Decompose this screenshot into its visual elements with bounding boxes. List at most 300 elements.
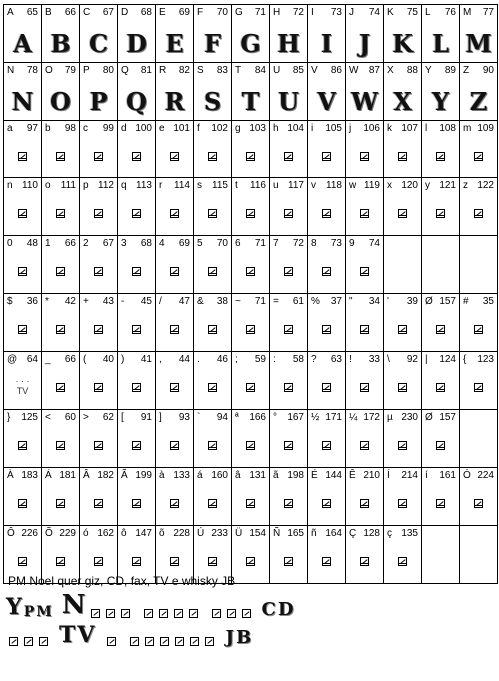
cell-code: 46 xyxy=(216,354,228,365)
cell-character: " xyxy=(349,296,353,307)
glyph-cell xyxy=(80,352,118,410)
sample-glyph: N xyxy=(61,590,86,620)
missing-glyph-icon xyxy=(132,152,141,161)
cell-code: 118 xyxy=(326,180,342,191)
grid-row xyxy=(4,5,498,63)
cell-code: 121 xyxy=(439,180,456,191)
decorative-glyph: L xyxy=(432,29,449,58)
cell-code: 58 xyxy=(292,354,304,365)
missing-glyph-icon xyxy=(474,499,483,508)
glyph-cell xyxy=(80,63,118,121)
decorative-glyph: Y xyxy=(431,87,450,116)
missing-glyph-icon xyxy=(159,609,168,618)
cell-character: K xyxy=(387,7,394,18)
cell-character: 9 xyxy=(349,238,355,249)
decorative-glyph: B xyxy=(50,29,71,58)
cell-code: 160 xyxy=(211,470,228,481)
missing-glyph-icon xyxy=(360,209,369,218)
cell-character: E xyxy=(159,7,166,18)
sample-glyph: J xyxy=(225,627,234,648)
cell-character: ô xyxy=(121,528,127,539)
cell-code: 70 xyxy=(216,238,228,249)
glyph-cell xyxy=(384,526,422,584)
glyph-cell xyxy=(270,468,308,526)
cell-code: 63 xyxy=(330,354,342,365)
cell-character: e xyxy=(159,123,165,134)
cell-character: Õ xyxy=(45,528,53,539)
missing-glyph-icon xyxy=(474,325,483,334)
cell-code: 36 xyxy=(26,296,38,307)
glyph-cell xyxy=(118,236,156,294)
cell-code: 119 xyxy=(364,180,380,191)
cell-character: R xyxy=(159,65,167,76)
missing-glyph-icon xyxy=(170,325,179,334)
cell-code: 229 xyxy=(59,528,76,539)
glyph-cell xyxy=(270,63,308,121)
cell-code: 67 xyxy=(102,238,114,249)
cell-code: 167 xyxy=(287,412,304,423)
missing-glyph-icon xyxy=(436,325,445,334)
cell-code: 70 xyxy=(216,7,228,18)
missing-glyph-icon xyxy=(322,325,331,334)
missing-glyph-icon xyxy=(189,609,198,618)
missing-glyph-icon xyxy=(322,209,331,218)
glyph-cell xyxy=(156,352,194,410)
glyph-cell xyxy=(308,5,346,63)
cell-character: r xyxy=(159,180,163,191)
glyph-cell xyxy=(422,468,460,526)
cell-code: 89 xyxy=(444,65,456,76)
cell-code: 113 xyxy=(136,180,152,191)
cell-character: â xyxy=(235,470,241,481)
cell-code: 76 xyxy=(444,7,456,18)
cell-character: í xyxy=(425,470,428,481)
missing-glyph-icon xyxy=(246,209,255,218)
missing-glyph-icon xyxy=(398,383,407,392)
decorative-glyph: F xyxy=(203,29,222,58)
cell-code: 85 xyxy=(292,65,304,76)
glyph-cell xyxy=(346,410,384,468)
tiny-glyph: · · · TV xyxy=(15,376,30,396)
glyph-cell xyxy=(42,121,80,178)
missing-glyph-icon xyxy=(18,267,27,276)
cell-character: k xyxy=(387,123,392,134)
cell-code: 81 xyxy=(140,65,152,76)
glyph-cell xyxy=(384,5,422,63)
glyph-cell xyxy=(308,121,346,178)
cell-character: 3 xyxy=(121,238,127,249)
cell-character: Ó xyxy=(463,470,471,481)
cell-code: 74 xyxy=(368,7,380,18)
cell-character: q xyxy=(121,180,127,191)
decorative-glyph: N xyxy=(11,87,34,116)
glyph-cell xyxy=(80,121,118,178)
cell-character: L xyxy=(425,7,431,18)
missing-glyph-icon xyxy=(145,637,154,646)
sample-glyph: V xyxy=(77,622,95,648)
glyph-cell xyxy=(232,121,270,178)
cell-character: - xyxy=(121,296,125,307)
glyph-cell xyxy=(118,294,156,352)
missing-glyph-icon xyxy=(56,325,65,334)
cell-character: d xyxy=(121,123,127,134)
glyph-cell xyxy=(232,63,270,121)
missing-glyph-icon xyxy=(18,209,27,218)
cell-code: 61 xyxy=(292,296,304,307)
glyph-cell xyxy=(308,526,346,584)
cell-code: 72 xyxy=(292,238,304,249)
cell-character: G xyxy=(235,7,243,18)
missing-glyph-icon xyxy=(284,152,293,161)
glyph-cell xyxy=(346,5,384,63)
missing-glyph-icon xyxy=(56,209,65,218)
glyph-cell xyxy=(346,526,384,584)
glyph-cell xyxy=(4,410,42,468)
cell-code: 64 xyxy=(26,354,38,365)
missing-glyph-icon xyxy=(474,383,483,392)
cell-character: U xyxy=(273,65,281,76)
missing-glyph-icon xyxy=(56,383,65,392)
missing-glyph-icon xyxy=(398,441,407,450)
cell-code: 71 xyxy=(254,238,266,249)
missing-glyph-icon xyxy=(436,383,445,392)
glyph-cell xyxy=(118,121,156,178)
cell-code: 228 xyxy=(173,528,190,539)
glyph-cell xyxy=(232,294,270,352)
cell-code: 66 xyxy=(64,354,76,365)
cell-character: j xyxy=(349,123,352,134)
missing-glyph-icon xyxy=(398,325,407,334)
glyph-cell xyxy=(460,526,498,584)
cell-character: < xyxy=(45,412,51,423)
missing-glyph-icon xyxy=(208,383,217,392)
missing-glyph-icon xyxy=(360,499,369,508)
cell-code: 42 xyxy=(64,296,76,307)
missing-glyph-icon xyxy=(246,383,255,392)
glyph-cell xyxy=(384,178,422,236)
grid-row xyxy=(4,468,498,526)
cell-character: f xyxy=(197,123,200,134)
cell-code: 135 xyxy=(401,528,418,539)
glyph-cell xyxy=(308,294,346,352)
glyph-cell xyxy=(346,236,384,294)
cell-character: } xyxy=(7,412,11,423)
cell-character: ã xyxy=(273,470,279,481)
decorative-glyph: T xyxy=(241,87,260,116)
glyph-cell xyxy=(232,236,270,294)
cell-code: 214 xyxy=(401,470,418,481)
missing-glyph-icon xyxy=(130,637,139,646)
glyph-cell xyxy=(270,410,308,468)
cell-character: É xyxy=(311,470,318,481)
missing-glyph-icon xyxy=(398,209,407,218)
cell-code: 105 xyxy=(325,123,342,134)
cell-code: 87 xyxy=(368,65,380,76)
glyph-cell xyxy=(384,236,422,294)
cell-code: 33 xyxy=(368,354,380,365)
cell-code: 60 xyxy=(64,412,76,423)
glyph-cell xyxy=(118,63,156,121)
cell-character: $ xyxy=(7,296,13,307)
cell-code: 157 xyxy=(439,412,456,423)
cell-character: a xyxy=(7,123,13,134)
cell-character: B xyxy=(45,7,52,18)
decorative-glyph: D xyxy=(126,29,147,58)
cell-character: 1 xyxy=(45,238,51,249)
grid-row xyxy=(4,352,498,410)
missing-glyph-icon xyxy=(208,209,217,218)
missing-glyph-icon xyxy=(94,325,103,334)
glyph-cell xyxy=(346,468,384,526)
glyph-cell xyxy=(270,352,308,410)
cell-character: Í xyxy=(387,470,390,481)
glyph-cell xyxy=(156,63,194,121)
cell-code: 37 xyxy=(330,296,342,307)
cell-character: > xyxy=(83,412,89,423)
cell-code: 74 xyxy=(368,238,380,249)
glyph-cell xyxy=(194,236,232,294)
missing-glyph-icon xyxy=(246,441,255,450)
cell-character: t xyxy=(235,180,238,191)
missing-glyph-icon xyxy=(360,152,369,161)
cell-character: Y xyxy=(425,65,432,76)
grid-row xyxy=(4,63,498,121)
cell-code: 78 xyxy=(26,65,38,76)
cell-code: 107 xyxy=(401,123,418,134)
grid-row xyxy=(4,178,498,236)
missing-glyph-icon xyxy=(56,441,65,450)
cell-code: 183 xyxy=(21,470,38,481)
glyph-cell xyxy=(270,178,308,236)
missing-glyph-icon xyxy=(190,637,199,646)
cell-code: 40 xyxy=(102,354,114,365)
cell-code: 45 xyxy=(140,296,152,307)
cell-character: ? xyxy=(311,354,317,365)
cell-character: ( xyxy=(83,354,87,365)
cell-code: 103 xyxy=(249,123,266,134)
cell-code: 230 xyxy=(401,412,418,423)
cell-character: H xyxy=(273,7,281,18)
glyph-cell xyxy=(118,5,156,63)
missing-glyph-icon xyxy=(398,499,407,508)
cell-character: Ø xyxy=(425,412,433,423)
cell-character: 6 xyxy=(235,238,241,249)
cell-code: 172 xyxy=(363,412,380,423)
cell-character: N xyxy=(7,65,15,76)
glyph-cell xyxy=(194,410,232,468)
glyph-cell xyxy=(80,236,118,294)
missing-glyph-icon xyxy=(398,557,407,566)
cell-code: 44 xyxy=(178,354,190,365)
cell-character: ç xyxy=(387,528,392,539)
glyph-cell xyxy=(118,410,156,468)
decorative-glyph: Q xyxy=(126,87,147,116)
missing-glyph-icon xyxy=(94,557,103,566)
cell-code: 68 xyxy=(140,7,152,18)
missing-glyph-icon xyxy=(18,557,27,566)
cell-code: 154 xyxy=(249,528,266,539)
cell-character: , xyxy=(159,354,162,365)
glyph-cell xyxy=(156,294,194,352)
glyph-cell xyxy=(460,236,498,294)
character-map-grid xyxy=(3,4,498,584)
sample-glyph: M xyxy=(36,604,52,620)
missing-glyph-icon xyxy=(360,267,369,276)
missing-glyph-icon xyxy=(246,557,255,566)
sample-glyph: Y xyxy=(6,594,22,620)
cell-character: ó xyxy=(83,528,89,539)
cell-character: @ xyxy=(7,354,18,365)
cell-character: Â xyxy=(83,470,90,481)
missing-glyph-icon xyxy=(18,499,27,508)
cell-character: { xyxy=(463,354,467,365)
glyph-cell xyxy=(4,352,42,410)
missing-glyph-icon xyxy=(208,441,217,450)
glyph-cell xyxy=(4,178,42,236)
missing-glyph-icon xyxy=(474,209,483,218)
glyph-cell xyxy=(42,294,80,352)
missing-glyph-icon xyxy=(246,152,255,161)
cell-character: _ xyxy=(45,354,51,365)
sample-glyph: P xyxy=(23,604,35,620)
cell-code: 72 xyxy=(292,7,304,18)
cell-code: 67 xyxy=(102,7,114,18)
glyph-cell xyxy=(42,468,80,526)
cell-character: ñ xyxy=(311,528,317,539)
missing-glyph-icon xyxy=(322,557,331,566)
missing-glyph-icon xyxy=(132,209,141,218)
cell-character: i xyxy=(311,123,314,134)
cell-code: 147 xyxy=(135,528,152,539)
glyph-cell xyxy=(4,63,42,121)
glyph-cell xyxy=(308,236,346,294)
glyph-cell xyxy=(460,63,498,121)
cell-code: 35 xyxy=(482,296,494,307)
cell-code: 199 xyxy=(135,470,152,481)
cell-character: Ô xyxy=(7,528,15,539)
cell-code: 99 xyxy=(102,123,114,134)
glyph-cell xyxy=(194,294,232,352)
missing-glyph-icon xyxy=(227,609,236,618)
missing-glyph-icon xyxy=(106,609,115,618)
cell-character: A xyxy=(7,7,14,18)
cell-code: 48 xyxy=(26,238,38,249)
cell-character: p xyxy=(83,180,89,191)
grid-row xyxy=(4,410,498,468)
missing-glyph-icon xyxy=(56,499,65,508)
glyph-cell xyxy=(384,352,422,410)
cell-character: n xyxy=(7,180,13,191)
missing-glyph-icon xyxy=(56,557,65,566)
glyph-cell xyxy=(270,236,308,294)
cell-character: + xyxy=(83,296,89,307)
missing-glyph-icon xyxy=(39,637,48,646)
cell-character: 4 xyxy=(159,238,165,249)
glyph-cell xyxy=(4,121,42,178)
glyph-cell xyxy=(422,352,460,410)
glyph-cell xyxy=(308,410,346,468)
cell-code: 38 xyxy=(216,296,228,307)
missing-glyph-icon xyxy=(208,152,217,161)
missing-glyph-icon xyxy=(170,499,179,508)
cell-code: 162 xyxy=(97,528,114,539)
cell-character: % xyxy=(311,296,320,307)
cell-character: # xyxy=(463,296,469,307)
sample-glyph: B xyxy=(235,627,252,648)
cell-code: 233 xyxy=(211,528,228,539)
missing-glyph-icon xyxy=(246,499,255,508)
cell-code: 104 xyxy=(287,123,304,134)
cell-character: b xyxy=(45,123,51,134)
cell-code: 66 xyxy=(64,238,76,249)
sample-line-2 xyxy=(6,618,253,648)
missing-glyph-icon xyxy=(170,441,179,450)
missing-glyph-icon xyxy=(9,637,18,646)
glyph-cell xyxy=(232,526,270,584)
glyph-cell xyxy=(4,294,42,352)
decorative-glyph: J xyxy=(358,29,371,58)
decorative-glyph: G xyxy=(240,29,261,58)
cell-character: ; xyxy=(235,354,238,365)
cell-code: 69 xyxy=(178,7,190,18)
cell-code: 59 xyxy=(254,354,266,365)
decorative-glyph: V xyxy=(317,87,336,116)
missing-glyph-icon xyxy=(208,499,217,508)
decorative-glyph: P xyxy=(89,87,108,116)
missing-glyph-icon xyxy=(360,383,369,392)
cell-code: 39 xyxy=(406,296,418,307)
cell-character: / xyxy=(159,296,162,307)
glyph-cell xyxy=(270,294,308,352)
grid-row xyxy=(4,121,498,178)
sample-glyph: C xyxy=(261,599,276,620)
cell-code: 86 xyxy=(330,65,342,76)
missing-glyph-icon xyxy=(56,267,65,276)
missing-glyph-icon xyxy=(132,441,141,450)
missing-glyph-icon xyxy=(436,499,445,508)
glyph-cell xyxy=(232,5,270,63)
cell-code: 110 xyxy=(22,180,38,191)
cell-code: 224 xyxy=(477,470,494,481)
cell-character: v xyxy=(311,180,316,191)
cell-character: 5 xyxy=(197,238,203,249)
cell-character: 0 xyxy=(7,238,13,249)
cell-character: Ú xyxy=(197,528,205,539)
missing-glyph-icon xyxy=(284,441,293,450)
cell-code: 210 xyxy=(363,470,380,481)
cell-code: 157 xyxy=(439,296,456,307)
sample-glyph: D xyxy=(277,599,294,620)
missing-glyph-icon xyxy=(284,557,293,566)
missing-glyph-icon xyxy=(398,152,407,161)
cell-code: 91 xyxy=(140,412,152,423)
cell-code: 71 xyxy=(254,7,266,18)
glyph-cell xyxy=(270,526,308,584)
cell-character: . xyxy=(197,354,200,365)
glyph-cell xyxy=(422,121,460,178)
glyph-cell xyxy=(232,178,270,236)
missing-glyph-icon xyxy=(18,441,27,450)
cell-character: y xyxy=(425,180,430,191)
cell-character: \ xyxy=(387,354,390,365)
cell-code: 165 xyxy=(287,528,304,539)
missing-glyph-icon xyxy=(94,441,103,450)
glyph-cell xyxy=(156,5,194,63)
cell-code: 181 xyxy=(59,470,76,481)
glyph-cell xyxy=(308,63,346,121)
glyph-cell xyxy=(118,352,156,410)
decorative-glyph: Z xyxy=(469,87,488,116)
